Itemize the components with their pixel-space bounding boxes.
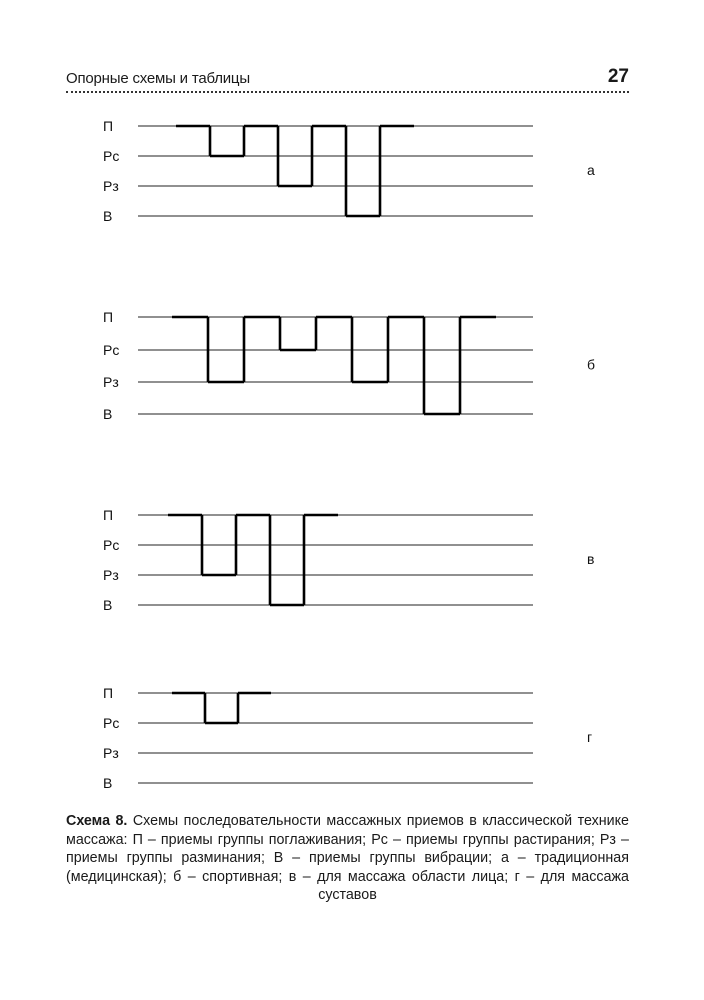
row-label: Рз <box>103 567 119 583</box>
row-label: Рс <box>103 342 120 358</box>
row-label: П <box>103 685 114 701</box>
row-label: В <box>103 208 113 224</box>
row-label: В <box>103 597 113 613</box>
row-label: П <box>103 118 114 134</box>
running-header-title: Опорные схемы и таблицы <box>66 70 250 87</box>
row-label: Рс <box>103 537 120 553</box>
figure-caption <box>66 812 629 905</box>
scheme-letter: г <box>587 729 593 745</box>
caption-label: Схема 8. <box>66 813 128 829</box>
row-label: В <box>103 775 113 791</box>
row-label: Рз <box>103 178 119 194</box>
scheme-letter: а <box>587 162 595 178</box>
row-label: П <box>103 507 114 523</box>
caption-text: Схемы последовательности массажных приемов в классической технике массажа: П – приемы группы поглаживания; Рс – приемы группы растирания; Рз – приемы группы разминания; В – приемы группы вибрации; а – традиционная (медицинская); б – спортивная; в – для массажа области лица; г – для массажа суставов <box>66 813 630 903</box>
row-label: П <box>103 309 114 325</box>
row-label: Рз <box>103 745 119 761</box>
scheme-letter: б <box>587 356 596 373</box>
row-label: Рс <box>103 148 120 164</box>
row-label: Рс <box>103 715 120 731</box>
row-label: В <box>103 406 113 422</box>
row-label: Рз <box>103 374 119 390</box>
page-number: 27 <box>607 66 629 87</box>
scheme-letter: в <box>587 551 595 567</box>
